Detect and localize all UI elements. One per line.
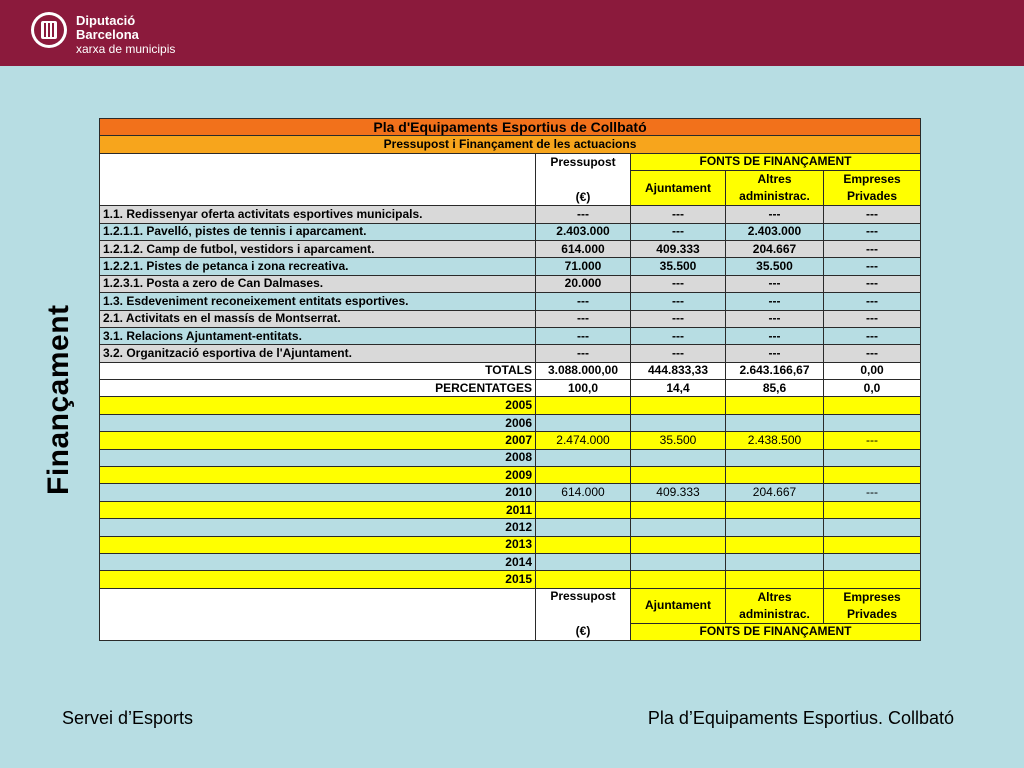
year-row (100, 484, 921, 501)
year-label: 2015 (100, 571, 536, 588)
year-altres: 204.667 (726, 484, 824, 501)
action-altres: --- (726, 327, 824, 344)
action-altres: 35.500 (726, 258, 824, 275)
action-pressupost: 20.000 (536, 275, 631, 292)
action-altres: --- (726, 206, 824, 223)
action-altres: --- (726, 293, 824, 310)
diputacio-logo-icon (30, 11, 68, 49)
brand-line2: Barcelona (76, 27, 139, 42)
year-label: 2006 (100, 414, 536, 431)
percentatges-altres: 85,6 (726, 380, 824, 397)
year-empreses (824, 414, 921, 431)
action-desc: 3.2. Organització esportiva de l'Ajuntament. (100, 345, 536, 362)
totals-pressupost: 3.088.000,00 (536, 362, 631, 379)
table-subtitle: Pressupost i Finançament de les actuacions (100, 136, 921, 153)
action-desc: 1.2.2.1. Pistes de petanca i zona recreativa. (100, 258, 536, 275)
action-desc: 1.2.1.1. Pavelló, pistes de tennis i aparcament. (100, 223, 536, 240)
year-altres: 2.438.500 (726, 432, 824, 449)
action-ajuntament: --- (631, 223, 726, 240)
header-row-top (100, 153, 921, 170)
year-empreses (824, 519, 921, 536)
table-row (100, 223, 921, 240)
year-pressupost (536, 536, 631, 553)
action-empreses: --- (824, 240, 921, 257)
year-empreses: --- (824, 484, 921, 501)
action-pressupost: --- (536, 293, 631, 310)
year-empreses (824, 449, 921, 466)
action-empreses: --- (824, 223, 921, 240)
year-row (100, 501, 921, 518)
year-row (100, 432, 921, 449)
year-altres (726, 449, 824, 466)
year-pressupost (536, 519, 631, 536)
year-row (100, 449, 921, 466)
action-ajuntament: --- (631, 206, 726, 223)
year-altres (726, 536, 824, 553)
action-altres: --- (726, 275, 824, 292)
year-pressupost: 2.474.000 (536, 432, 631, 449)
action-pressupost: --- (536, 345, 631, 362)
table-row (100, 327, 921, 344)
action-pressupost: 71.000 (536, 258, 631, 275)
year-label: 2013 (100, 536, 536, 553)
year-altres (726, 397, 824, 414)
table-row (100, 275, 921, 292)
action-desc: 1.2.1.2. Camp de futbol, vestidors i aparcament. (100, 240, 536, 257)
year-row (100, 571, 921, 588)
year-empreses (824, 397, 921, 414)
action-empreses: --- (824, 206, 921, 223)
year-ajuntament (631, 414, 726, 431)
action-empreses: --- (824, 258, 921, 275)
table-row (100, 206, 921, 223)
footer-blank-cell (100, 588, 536, 640)
year-ajuntament (631, 571, 726, 588)
year-ajuntament: 409.333 (631, 484, 726, 501)
footer-altres: Altres administrac. (726, 588, 824, 623)
action-altres: --- (726, 310, 824, 327)
year-row (100, 414, 921, 431)
action-ajuntament: --- (631, 275, 726, 292)
year-empreses (824, 467, 921, 484)
year-empreses (824, 501, 921, 518)
year-row (100, 519, 921, 536)
year-altres (726, 414, 824, 431)
action-ajuntament: 35.500 (631, 258, 726, 275)
action-pressupost: --- (536, 310, 631, 327)
percentatges-label: PERCENTATGES (100, 380, 536, 397)
footer-left: Servei d’Esports (62, 708, 194, 728)
action-empreses: --- (824, 275, 921, 292)
year-label: 2008 (100, 449, 536, 466)
year-empreses: --- (824, 432, 921, 449)
year-label: 2005 (100, 397, 536, 414)
action-pressupost: --- (536, 327, 631, 344)
percentatges-empreses: 0,0 (824, 380, 921, 397)
year-ajuntament (631, 397, 726, 414)
year-label: 2014 (100, 553, 536, 570)
action-desc: 1.3. Esdeveniment reconeixement entitats esportives. (100, 293, 536, 310)
year-row (100, 536, 921, 553)
action-ajuntament: --- (631, 310, 726, 327)
header-pressupost-unit: (€) (536, 171, 631, 206)
brand-text (76, 14, 175, 56)
year-empreses (824, 553, 921, 570)
table-row (100, 258, 921, 275)
action-pressupost: 614.000 (536, 240, 631, 257)
year-pressupost (536, 467, 631, 484)
table-row (100, 345, 921, 362)
action-altres: 2.403.000 (726, 223, 824, 240)
action-empreses: --- (824, 345, 921, 362)
header-altres: Altres administrac. (726, 171, 824, 206)
table-subtitle-row (100, 136, 921, 153)
year-pressupost (536, 449, 631, 466)
year-ajuntament (631, 501, 726, 518)
year-ajuntament (631, 449, 726, 466)
table-row (100, 293, 921, 310)
table-title: Pla d'Equipaments Esportius de Collbató (100, 119, 921, 136)
header-bar (0, 0, 1024, 66)
header-pressupost: Pressupost (536, 153, 631, 170)
year-label: 2007 (100, 432, 536, 449)
action-altres: 204.667 (726, 240, 824, 257)
footer-pressupost-unit: (€) (536, 623, 631, 640)
year-row (100, 397, 921, 414)
action-altres: --- (726, 345, 824, 362)
action-desc: 1.2.3.1. Posta a zero de Can Dalmases. (100, 275, 536, 292)
financing-table (99, 118, 921, 641)
action-empreses: --- (824, 327, 921, 344)
footer-empreses: Empreses Privades (824, 588, 921, 623)
footer-pressupost: Pressupost (536, 588, 631, 623)
totals-label: TOTALS (100, 362, 536, 379)
year-pressupost (536, 397, 631, 414)
footer-fonts: FONTS DE FINANÇAMENT (631, 623, 921, 640)
footer-right: Pla d’Equipaments Esportius. Collbató (647, 708, 954, 728)
percentatges-row (100, 380, 921, 397)
table-row (100, 240, 921, 257)
totals-altres: 2.643.166,67 (726, 362, 824, 379)
year-label: 2012 (100, 519, 536, 536)
year-pressupost (536, 501, 631, 518)
footer-ajuntament: Ajuntament (631, 588, 726, 623)
year-altres (726, 553, 824, 570)
totals-row (100, 362, 921, 379)
year-ajuntament (631, 519, 726, 536)
year-label: 2011 (100, 501, 536, 518)
percentatges-pressupost: 100,0 (536, 380, 631, 397)
year-empreses (824, 536, 921, 553)
year-pressupost (536, 553, 631, 570)
year-row (100, 467, 921, 484)
year-ajuntament (631, 536, 726, 553)
action-ajuntament: 409.333 (631, 240, 726, 257)
action-ajuntament: --- (631, 293, 726, 310)
totals-ajuntament: 444.833,33 (631, 362, 726, 379)
year-pressupost: 614.000 (536, 484, 631, 501)
action-desc: 1.1. Redissenyar oferta activitats esportives municipals. (100, 206, 536, 223)
year-row (100, 553, 921, 570)
side-title: Finançament (42, 304, 75, 495)
action-ajuntament: --- (631, 327, 726, 344)
header-fonts: FONTS DE FINANÇAMENT (631, 153, 921, 170)
year-ajuntament: 35.500 (631, 432, 726, 449)
totals-empreses: 0,00 (824, 362, 921, 379)
header-empreses: Empreses Privades (824, 171, 921, 206)
action-desc: 3.1. Relacions Ajuntament-entitats. (100, 327, 536, 344)
brand-line3: xarxa de municipis (76, 42, 176, 56)
action-empreses: --- (824, 293, 921, 310)
header-ajuntament: Ajuntament (631, 171, 726, 206)
action-pressupost: --- (536, 206, 631, 223)
year-empreses (824, 571, 921, 588)
year-altres (726, 519, 824, 536)
header-blank-cell (100, 153, 536, 205)
table-row (100, 310, 921, 327)
table-title-row (100, 119, 921, 136)
year-pressupost (536, 414, 631, 431)
year-label: 2010 (100, 484, 536, 501)
year-altres (726, 571, 824, 588)
action-desc: 2.1. Activitats en el massís de Montserrat. (100, 310, 536, 327)
year-ajuntament (631, 467, 726, 484)
year-altres (726, 501, 824, 518)
percentatges-ajuntament: 14,4 (631, 380, 726, 397)
action-ajuntament: --- (631, 345, 726, 362)
brand-line1: Diputació (76, 13, 136, 28)
year-pressupost (536, 571, 631, 588)
action-pressupost: 2.403.000 (536, 223, 631, 240)
year-altres (726, 467, 824, 484)
year-ajuntament (631, 553, 726, 570)
action-empreses: --- (824, 310, 921, 327)
year-label: 2009 (100, 467, 536, 484)
footer-header-row-top (100, 588, 921, 623)
